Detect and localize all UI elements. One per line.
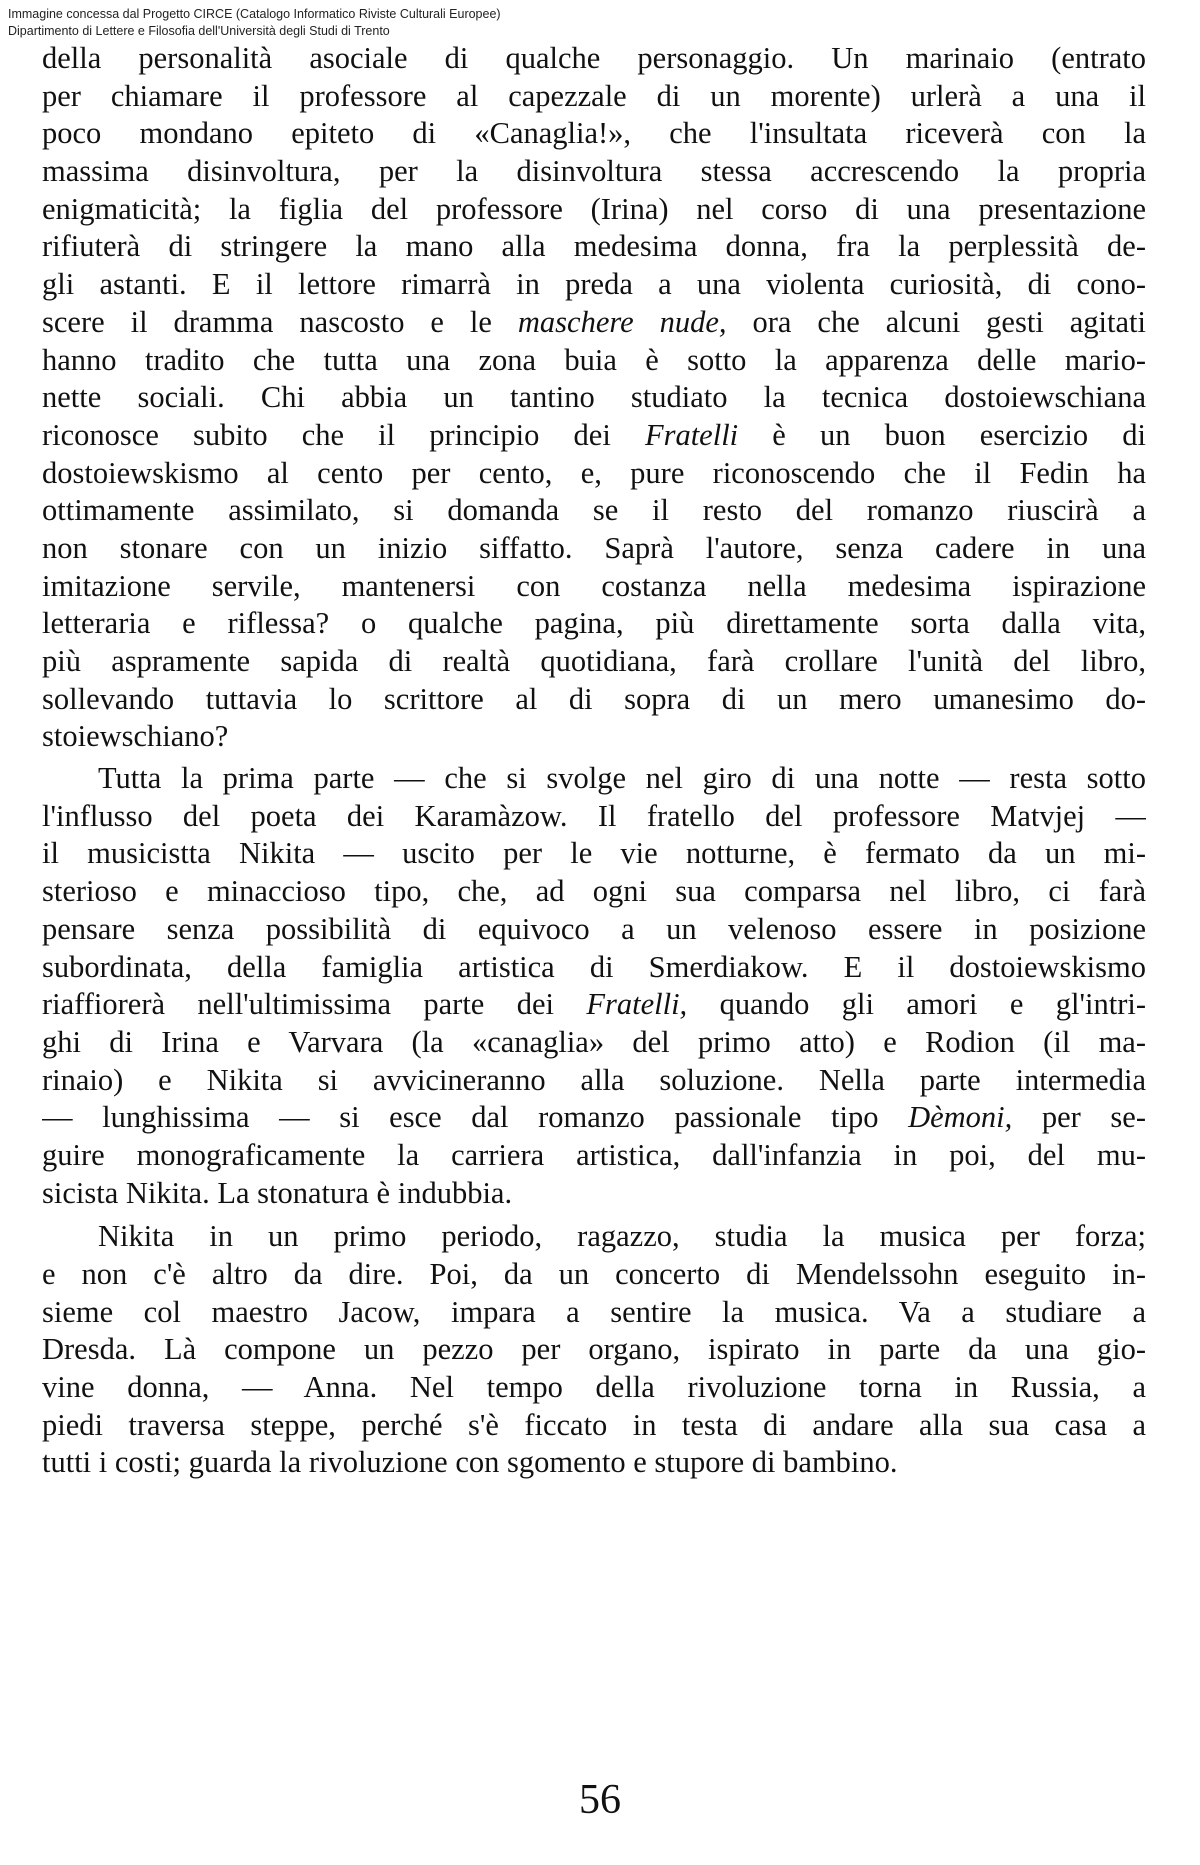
- page-number: 56: [579, 1777, 621, 1823]
- italic-title: maschere nude,: [517, 304, 727, 339]
- text-line: [42, 568, 1146, 606]
- text-run: ora che alcuni gesti agitati: [726, 304, 1146, 339]
- text-line: [42, 681, 1146, 719]
- text-run: sicista Nikita. La stonatura è indubbia.: [42, 1175, 513, 1210]
- text-line: [42, 1407, 1146, 1445]
- text-line: [42, 40, 1146, 78]
- text-line: [42, 1369, 1146, 1407]
- text-line: [42, 78, 1146, 116]
- text-line: [42, 1444, 1146, 1482]
- text-line: [42, 1175, 1146, 1213]
- text-run: guire monograficamente la carriera artistica, dall'infanzia in poi, del mu-: [42, 1137, 1146, 1172]
- italic-title: Fratelli,: [586, 987, 688, 1022]
- text-run: rinaio) e Nikita si avvicineranno alla soluzione. Nella parte intermedia: [42, 1062, 1146, 1097]
- text-line: [42, 873, 1146, 911]
- text-run: piedi traversa steppe, perché s'è ficcato in testa di andare alla sua casa a: [42, 1407, 1146, 1442]
- paragraph: [42, 760, 1146, 1212]
- text-run: ghi di Irina e Varvara (la «canaglia» del primo atto) e Rodion (il ma-: [42, 1024, 1146, 1059]
- text-line: [42, 1137, 1146, 1175]
- text-line: [42, 1099, 1146, 1137]
- text-run: è un buon esercizio di: [738, 417, 1146, 452]
- text-run: per chiamare il professore al capezzale di un morente) urlerà a una il: [42, 78, 1146, 113]
- text-run: dostoiewskismo al cento per cento, e, pure riconoscendo che il Fedin ha: [42, 455, 1146, 490]
- text-line: [42, 718, 1146, 756]
- text-run: scere il dramma nascosto e le: [42, 304, 518, 339]
- italic-title: Dèmoni,: [908, 1100, 1013, 1135]
- text-line: [42, 760, 1146, 798]
- text-run: per se-: [1012, 1100, 1146, 1135]
- text-run: quando gli amori e gl'intri-: [687, 987, 1146, 1022]
- credit-line: Dipartimento di Lettere e Filosofia dell'Università degli Studi di Trento: [8, 24, 390, 38]
- text-run: gli astanti. E il lettore rimarrà in preda a una violenta curiosità, di cono-: [42, 267, 1146, 302]
- text-line: [42, 228, 1146, 266]
- text-run: sieme col maestro Jacow, impara a sentire la musica. Va a studiare a: [42, 1294, 1146, 1329]
- text-run: nette sociali. Chi abbia un tantino studiato la tecnica dostoiewschiana: [42, 380, 1146, 415]
- text-run: più aspramente sapida di realtà quotidiana, farà crollare l'unità del libro,: [42, 644, 1146, 678]
- image-credit-notice: [8, 6, 501, 40]
- text-run: riconosce subito che il principio dei: [42, 417, 645, 452]
- text-run: stoiewschiano?: [42, 719, 229, 754]
- text-run: l'influsso del poeta dei Karamàzow. Il fratello del professore Matvjej —: [42, 798, 1146, 833]
- text-run: rifiuterà di stringere la mano alla medesima donna, fra la perplessità de-: [42, 229, 1146, 264]
- text-run: tutti i costi; guarda la rivoluzione con sgomento e stupore di bambino.: [42, 1445, 898, 1480]
- text-line: [42, 492, 1146, 530]
- text-run: hanno tradito che tutta una zona buia è sotto la apparenza delle mario-: [42, 342, 1146, 377]
- text-run: riaffiorerà nell'ultimissima parte dei: [42, 987, 587, 1022]
- text-run: ottimamente assimilato, si domanda se il resto del romanzo riuscirà a: [42, 493, 1146, 528]
- text-line: [42, 911, 1146, 949]
- paragraph: [42, 1218, 1146, 1482]
- text-line: [42, 455, 1146, 493]
- text-run: il musicistta Nikita — uscito per le vie notturne, è fermato da un mi-: [42, 836, 1146, 871]
- text-run: Dresda. Là compone un pezzo per organo, ispirato in parte da una gio-: [42, 1332, 1146, 1367]
- page-body-text: [42, 40, 1146, 1482]
- text-line: [42, 530, 1146, 568]
- text-line: [42, 153, 1146, 191]
- text-run: sterioso e minaccioso tipo, che, ad ogni sua comparsa nel libro, ci farà: [42, 874, 1146, 909]
- text-run: subordinata, della famiglia artistica di Smerdiakow. E il dostoiewskismo: [42, 949, 1146, 984]
- text-line: [42, 115, 1146, 153]
- text-run: imitazione servile, mantenersi con costanza nella medesima ispirazione: [42, 568, 1146, 603]
- text-line: [42, 1256, 1146, 1294]
- text-line: [42, 1331, 1146, 1369]
- text-line: [42, 191, 1146, 229]
- text-line: [42, 605, 1146, 643]
- italic-title: Fratelli: [644, 417, 739, 452]
- credit-line: Immagine concessa dal Progetto CIRCE (Catalogo Informatico Riviste Culturali Europee): [8, 7, 501, 21]
- text-run: sollevando tuttavia lo scrittore al di sopra di un mero umanesimo do-: [42, 681, 1146, 716]
- text-line: [42, 643, 1146, 681]
- text-run: della personalità asociale di qualche personaggio. Un marinaio (entrato: [42, 41, 1146, 75]
- text-line: [42, 1062, 1146, 1100]
- text-run: vine donna, — Anna. Nel tempo della rivoluzione torna in Russia, a: [42, 1370, 1146, 1405]
- text-line: [42, 342, 1146, 380]
- text-run: e non c'è altro da dire. Poi, da un concerto di Mendelssohn eseguito in-: [42, 1257, 1146, 1291]
- text-line: [42, 1218, 1146, 1256]
- text-run: pensare senza possibilità di equivoco a un velenoso essere in posizione: [42, 911, 1146, 946]
- text-run: letteraria e riflessa? o qualche pagina, più direttamente sorta dalla vita,: [42, 606, 1146, 641]
- paragraph: [42, 40, 1146, 756]
- text-run: massima disinvoltura, per la disinvoltura stessa accrescendo la propria: [42, 154, 1146, 189]
- text-line: [42, 266, 1146, 304]
- text-line: [42, 835, 1146, 873]
- text-line: [42, 417, 1146, 455]
- text-line: [42, 1024, 1146, 1062]
- text-line: [42, 986, 1146, 1024]
- text-run: enigmaticità; la figlia del professore (Irina) nel corso di una presentazione: [42, 191, 1146, 226]
- text-line: [42, 379, 1146, 417]
- text-run: Nikita in un primo periodo, ragazzo, studia la musica per forza;: [98, 1219, 1146, 1254]
- text-run: poco mondano epiteto di «Canaglia!», che l'insultata riceverà con la: [42, 116, 1146, 151]
- text-line: [42, 304, 1146, 342]
- text-run: — lunghissima — si esce dal romanzo passionale tipo: [42, 1100, 909, 1135]
- text-line: [42, 949, 1146, 987]
- text-run: non stonare con un inizio siffatto. Saprà l'autore, senza cadere in una: [42, 530, 1146, 565]
- text-run: Tutta la prima parte — che si svolge nel giro di una notte — resta sotto: [98, 761, 1146, 796]
- text-line: [42, 798, 1146, 836]
- text-line: [42, 1294, 1146, 1332]
